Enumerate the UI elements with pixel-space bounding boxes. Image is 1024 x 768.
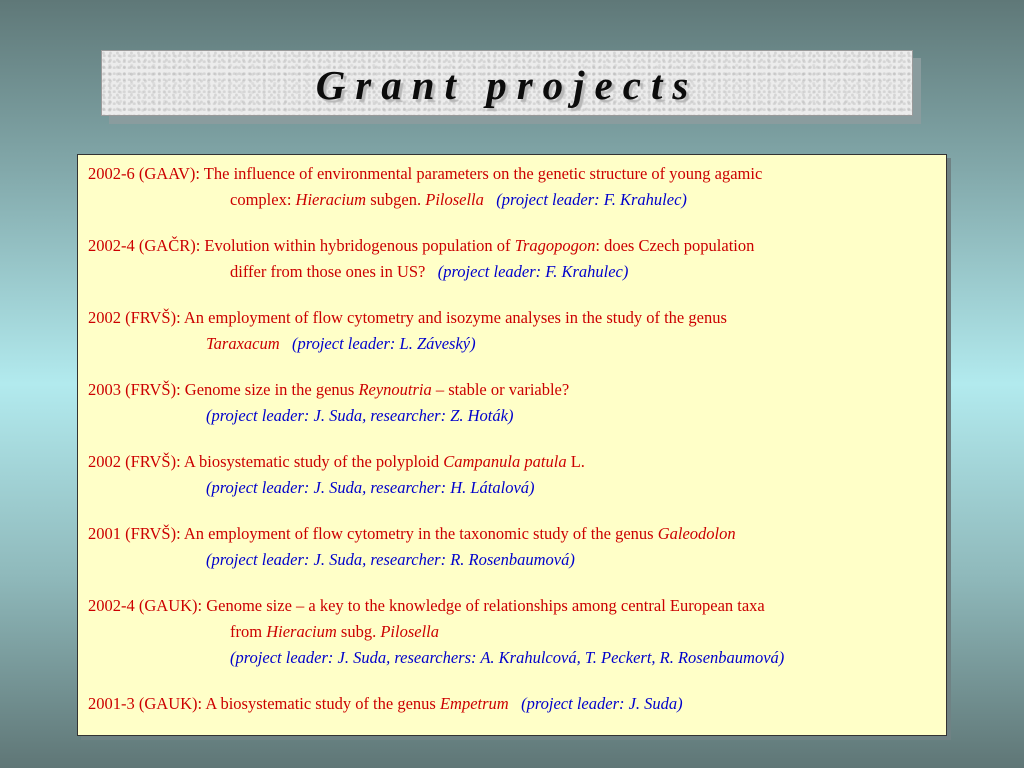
project-line	[88, 475, 936, 501]
taxon-name: Tragopogon	[514, 236, 596, 255]
project-line	[88, 305, 936, 331]
project-entry	[88, 377, 936, 429]
project-text: 2002 (FRVŠ): A biosystematic study of the polyploid	[88, 452, 444, 471]
taxon-name: Reynoutria	[358, 380, 432, 399]
project-text: 2002-4 (GAUK): Genome size – a key to the knowledge of relationships among central European taxa	[88, 596, 765, 615]
project-leader: (project leader: J. Suda, researcher: Z. Hoták)	[206, 406, 514, 425]
project-text: 2002-4 (GAČR): Evolution within hybridogenous population of	[88, 236, 515, 255]
project-leader: (project leader: J. Suda, researcher: R. Rosenbaumová)	[206, 550, 575, 569]
project-text: subgen.	[366, 190, 426, 209]
project-entry	[88, 161, 936, 213]
project-text: – stable or variable?	[431, 380, 570, 399]
project-entry	[88, 305, 936, 357]
project-text: : does Czech population	[595, 236, 755, 255]
project-text: from	[230, 622, 267, 641]
project-line	[88, 645, 936, 671]
project-line	[88, 187, 936, 213]
project-leader: (project leader: J. Suda, researchers: A. Krahulcová, T. Peckert, R. Rosenbaumová)	[230, 648, 785, 667]
taxon-name: Galeodolon	[657, 524, 736, 543]
taxon-name: Pilosella	[380, 622, 439, 641]
taxon-name: Hieracium	[295, 190, 367, 209]
project-text: differ from those ones in US?	[230, 262, 426, 281]
taxon-name: Pilosella	[425, 190, 484, 209]
taxon-name: Hieracium	[266, 622, 337, 641]
project-text: complex:	[230, 190, 296, 209]
taxon-name: Campanula patula	[443, 452, 567, 471]
project-leader: (project leader: J. Suda, researcher: H. Látalová)	[206, 478, 535, 497]
project-entry	[88, 691, 936, 717]
project-text: 2003 (FRVŠ): Genome size in the genus	[88, 380, 359, 399]
project-line	[88, 259, 936, 285]
project-text: 2001-3 (GAUK): A biosystematic study of the genus	[88, 694, 440, 713]
project-line	[88, 233, 936, 259]
project-line	[88, 691, 936, 717]
project-line	[88, 619, 936, 645]
project-line	[88, 521, 936, 547]
project-line	[88, 403, 936, 429]
project-line	[88, 331, 936, 357]
project-line	[88, 593, 936, 619]
title-banner	[101, 50, 913, 116]
taxon-name: Empetrum	[439, 694, 509, 713]
slide-title: Grant projects	[315, 62, 699, 108]
project-text: 2001 (FRVŠ): An employment of flow cytometry in the taxonomic study of the genus	[88, 524, 658, 543]
project-line	[88, 547, 936, 573]
project-line	[88, 377, 936, 403]
project-entry	[88, 449, 936, 501]
project-line	[88, 449, 936, 475]
project-text: subg.	[336, 622, 381, 641]
project-line	[88, 161, 936, 187]
project-leader: (project leader: J. Suda)	[521, 694, 683, 713]
project-leader: (project leader: L. Záveský)	[292, 334, 476, 353]
project-leader: (project leader: F. Krahulec)	[437, 262, 629, 281]
project-leader: (project leader: F. Krahulec)	[496, 190, 687, 209]
project-entry	[88, 233, 936, 285]
projects-panel	[77, 154, 947, 736]
project-text: 2002-6 (GAAV): The influence of environmental parameters on the genetic structure of young agamic	[88, 164, 763, 183]
project-text: L.	[566, 452, 585, 471]
project-entry	[88, 593, 936, 671]
project-entry	[88, 521, 936, 573]
project-text: 2002 (FRVŠ): An employment of flow cytometry and isozyme analyses in the study of the genus	[88, 308, 727, 327]
taxon-name: Taraxacum	[206, 334, 280, 353]
